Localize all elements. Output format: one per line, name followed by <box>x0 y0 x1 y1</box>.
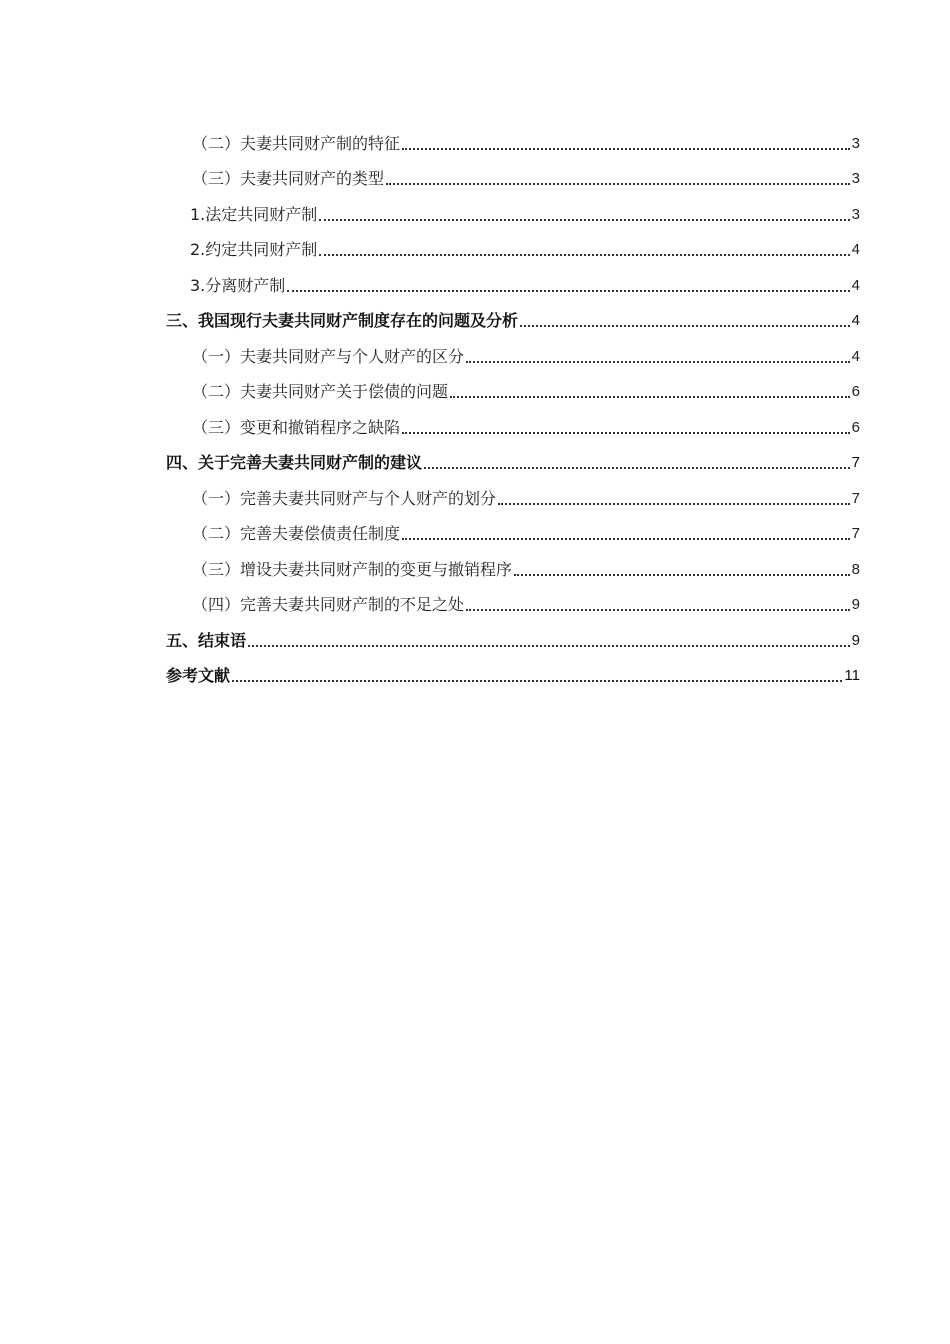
toc-page-number: 9 <box>851 596 860 613</box>
toc-page-number: 6 <box>851 418 860 436</box>
toc-entry[interactable] <box>166 402 860 438</box>
toc-entry[interactable] <box>166 296 860 332</box>
toc-entry-label: 五、结束语 <box>166 630 247 650</box>
toc-entry[interactable] <box>166 260 860 296</box>
toc-entry[interactable] <box>166 615 860 651</box>
toc-entry-label: 四、关于完善夫妻共同财产制的建议 <box>166 453 423 472</box>
toc-dot-leader <box>287 290 849 292</box>
toc-dot-leader <box>466 361 850 363</box>
toc-page-number: 9 <box>851 631 860 649</box>
toc-entry[interactable] <box>166 118 860 154</box>
toc-entry-label: 2.约定共同财产制 <box>190 240 318 259</box>
toc-entry-label: （一）完善夫妻共同财产与个人财产的划分 <box>192 488 497 508</box>
toc-entry-label: （二）夫妻共同财产关于偿债的问题 <box>192 382 449 401</box>
toc-entry-label: 3.分离财产制 <box>190 275 286 295</box>
toc-page-number: 6 <box>851 383 860 400</box>
toc-entry[interactable] <box>166 509 860 545</box>
toc-entry[interactable] <box>166 544 860 580</box>
toc-entry-label: （一）夫妻共同财产与个人财产的区分 <box>192 346 465 366</box>
toc-dot-leader <box>386 183 850 185</box>
toc-entry-label: 三、我国现行夫妻共同财产制度存在的问题及分析 <box>166 311 519 330</box>
toc-dot-leader <box>319 219 849 221</box>
toc-entry[interactable] <box>166 438 860 474</box>
toc-page-number: 4 <box>851 276 860 294</box>
toc-entry[interactable] <box>166 225 860 261</box>
toc-page-number: 7 <box>851 489 860 507</box>
toc-dot-leader <box>402 432 850 434</box>
toc-dot-leader <box>498 503 850 505</box>
toc-dot-leader <box>232 680 842 682</box>
toc-page-number: 11 <box>844 667 860 684</box>
toc-dot-leader <box>248 645 850 647</box>
toc-entry[interactable] <box>166 473 860 509</box>
toc-page-number: 3 <box>851 134 860 152</box>
toc-entry[interactable] <box>166 189 860 225</box>
toc-entry-label: 参考文献 <box>166 666 231 685</box>
toc-dot-leader <box>450 396 850 398</box>
toc-entry[interactable] <box>166 154 860 190</box>
toc-entry[interactable] <box>166 651 860 687</box>
toc-dot-leader <box>466 609 850 611</box>
toc-page-number: 7 <box>851 454 860 471</box>
toc-entry-label: （二）完善夫妻偿债责任制度 <box>192 524 401 543</box>
toc-page-number: 4 <box>851 347 860 365</box>
toc-dot-leader <box>514 574 850 576</box>
toc-entry-label: 1.法定共同财产制 <box>190 204 318 224</box>
toc-page-number: 7 <box>851 525 860 542</box>
toc-entry-label: （三）增设夫妻共同财产制的变更与撤销程序 <box>192 559 513 579</box>
table-of-contents <box>166 118 860 686</box>
toc-dot-leader <box>424 467 850 469</box>
toc-dot-leader <box>520 325 850 327</box>
toc-page-number: 3 <box>851 205 860 223</box>
toc-page-number: 3 <box>851 170 860 187</box>
toc-entry-label: （三）夫妻共同财产的类型 <box>192 169 385 188</box>
toc-entry[interactable] <box>166 580 860 616</box>
toc-entry-label: （三）变更和撤销程序之缺陷 <box>192 417 401 437</box>
toc-dot-leader <box>402 148 850 150</box>
toc-page-number: 8 <box>851 560 860 578</box>
toc-page-number: 4 <box>851 312 860 329</box>
toc-entry[interactable] <box>166 331 860 367</box>
toc-entry[interactable] <box>166 367 860 403</box>
toc-dot-leader <box>319 254 849 256</box>
toc-page-number: 4 <box>851 241 860 258</box>
toc-dot-leader <box>402 538 850 540</box>
toc-entry-label: （四）完善夫妻共同财产制的不足之处 <box>192 595 465 614</box>
toc-entry-label: （二）夫妻共同财产制的特征 <box>192 133 401 153</box>
